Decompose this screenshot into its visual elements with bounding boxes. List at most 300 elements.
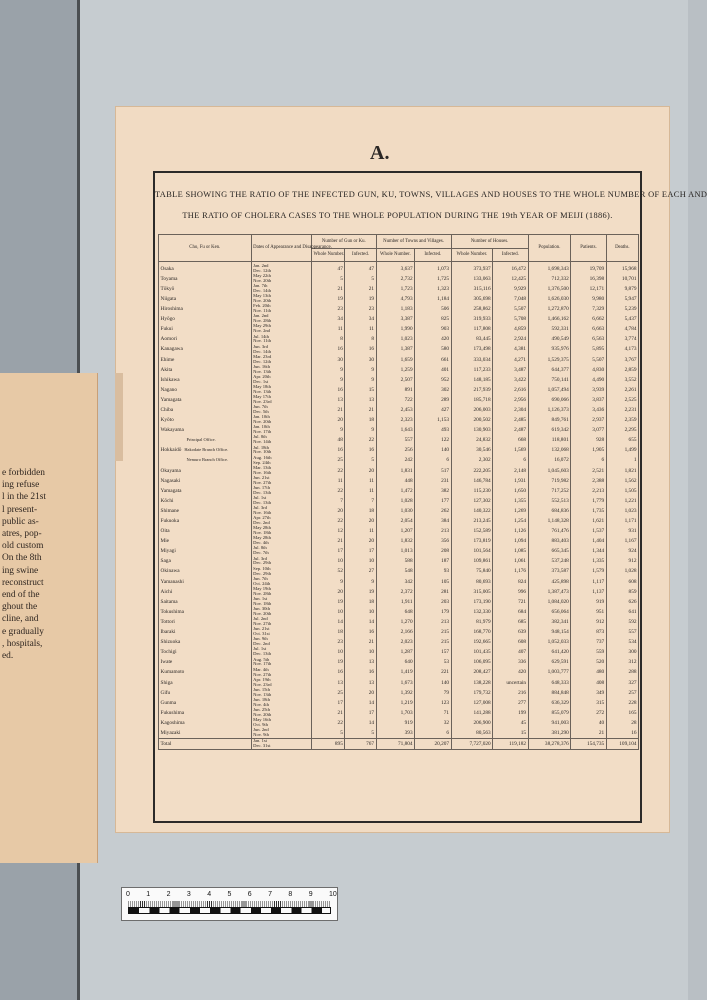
- appearance-date: Jan. 2nd: [253, 263, 269, 268]
- value-cell-pat: 4,490: [571, 375, 606, 385]
- table-row: [159, 476, 639, 486]
- table-row: [159, 355, 639, 365]
- value-cell-gi: 15: [345, 385, 376, 395]
- table-title-line-1: TABLE SHOWING THE RATIO OF THE INFECTED GUN, KU, TOWNS, VILLAGES AND HOUSES TO THE WHOLE NUMBER OF EACH AND: [155, 190, 707, 199]
- value-cell-pat: 873: [571, 627, 606, 637]
- underlying-page-text: [2, 467, 98, 662]
- disappearance-date: Dec. 5th: [253, 409, 269, 415]
- header-region: Cho, Fu or Ken.: [159, 235, 252, 262]
- table-row: [159, 688, 639, 698]
- ruler-number: 9: [308, 891, 313, 898]
- value-cell-tw: 3,387: [376, 314, 415, 324]
- value-cell-gi: 5: [345, 456, 376, 466]
- region-name-cell: Aomori: [159, 334, 252, 344]
- appearance-date: Jun. 7th: [253, 575, 268, 581]
- value-cell-dea: 165: [606, 708, 638, 718]
- value-cell-hi: 5,708: [493, 314, 528, 324]
- value-cell-gw: 19: [312, 597, 345, 607]
- disappearance-date: Oct. 24th: [253, 580, 271, 586]
- value-cell-hi: 12,425: [493, 274, 528, 284]
- value-cell-tw: 1,183: [376, 304, 415, 314]
- value-cell-hi: 2,148: [493, 466, 528, 476]
- value-cell-hi: 2,924: [493, 334, 528, 344]
- disappearance-date: Nov. 18th: [253, 600, 272, 606]
- value-cell-hi: 1,355: [493, 496, 528, 506]
- value-cell-dea: 5,239: [606, 304, 638, 314]
- appearance-date: May 29th: [253, 323, 271, 329]
- appearance-date: Jun. 18th: [253, 696, 271, 702]
- value-cell-dea: 912: [606, 556, 638, 566]
- value-cell-dea: 859: [606, 587, 638, 597]
- value-cell-hi: 45: [493, 718, 528, 728]
- value-cell-hw: 373,937: [451, 262, 493, 274]
- dates-cell: [251, 738, 311, 749]
- value-cell-gw: 20: [312, 506, 345, 516]
- appearance-date: Jun. 1st: [253, 595, 268, 601]
- value-cell-gw: 18: [312, 627, 345, 637]
- header-gun-whole: Whole Number.: [312, 249, 345, 262]
- appearance-date: May 18th: [253, 383, 271, 389]
- value-cell-tw: 1,013: [376, 546, 415, 556]
- appearance-date: Jul. 2nd: [253, 616, 268, 622]
- header-towns-whole: Whole Number.: [376, 249, 415, 262]
- appearance-date: Jul. 1st: [253, 646, 267, 652]
- region-name-cell: Yamanashi: [159, 577, 252, 587]
- value-cell-ti: 302: [415, 385, 451, 395]
- appearance-date: Jun. 17th: [253, 484, 271, 490]
- value-cell-gw: 16: [312, 344, 345, 354]
- value-cell-pop: 38,278,376: [528, 738, 571, 749]
- value-cell-gw: 20: [312, 415, 345, 425]
- value-cell-hi: 407: [493, 647, 528, 657]
- disappearance-date: Dec. 14th: [253, 348, 272, 354]
- value-cell-gw: 14: [312, 617, 345, 627]
- value-cell-ti: 20,207: [415, 738, 451, 749]
- value-cell-gi: 14: [345, 698, 376, 708]
- table-row: [159, 597, 639, 607]
- appearance-date: Mar. 4th: [253, 666, 269, 672]
- value-cell-hw: 200,502: [451, 415, 493, 425]
- appearance-date: Jun. 21st: [253, 474, 270, 480]
- value-cell-pop: 1,126,373: [528, 405, 571, 415]
- value-cell-pop: 373,587: [528, 567, 571, 577]
- value-cell-pat: 1,335: [571, 556, 606, 566]
- disappearance-date: Dec. 12th: [253, 358, 272, 364]
- table-row: [159, 516, 639, 526]
- value-cell-gi: 18: [345, 415, 376, 425]
- value-cell-ti: 6: [415, 728, 451, 738]
- hokkaido-row: [159, 445, 639, 455]
- value-cell-pop: 641,420: [528, 647, 571, 657]
- header-gun-infected: Infected.: [345, 249, 376, 262]
- value-cell-hw: 315,116: [451, 284, 493, 294]
- disappearance-date: Nov. 17th: [253, 429, 272, 435]
- table-row: [159, 728, 639, 738]
- value-cell-dea: 1,167: [606, 536, 638, 546]
- disappearance-date: Nov. 23rd: [253, 398, 272, 404]
- value-cell-pop: 1,272,870: [528, 304, 571, 314]
- value-cell-gi: 14: [345, 617, 376, 627]
- value-cell-ti: 157: [415, 647, 451, 657]
- value-cell-hi: 1,254: [493, 516, 528, 526]
- value-cell-gi: 16: [345, 344, 376, 354]
- value-cell-tw: 648: [376, 607, 415, 617]
- disappearance-date: Dec. 13th: [253, 651, 272, 657]
- value-cell-gw: 21: [312, 284, 345, 294]
- value-cell-pop: 537,248: [528, 556, 571, 566]
- value-cell-hw: 101,435: [451, 647, 493, 657]
- value-cell-hw: 179,732: [451, 688, 493, 698]
- value-cell-gw: 8: [312, 334, 345, 344]
- disappearance-date: Nov. 27th: [253, 671, 272, 677]
- value-cell-dea: 1,499: [606, 445, 638, 455]
- value-cell-hi: 2,487: [493, 425, 528, 435]
- value-cell-hi: 1,094: [493, 536, 528, 546]
- disappearance-date: Nov. 28th: [253, 590, 272, 596]
- value-cell-pop: 1,052,033: [528, 637, 571, 647]
- value-cell-hw: 217,939: [451, 385, 493, 395]
- value-cell-pat: 912: [571, 617, 606, 627]
- value-cell-hi: 16,472: [493, 262, 528, 274]
- appearance-date: May 28th: [253, 525, 271, 531]
- value-cell-dea: 257: [606, 688, 638, 698]
- region-name-cell: Tokushima: [159, 607, 252, 617]
- value-cell-dea: 557: [606, 627, 638, 637]
- hokkaido-office-cell: [159, 456, 252, 466]
- underlying-text-line: ed.: [2, 651, 14, 662]
- value-cell-gw: 25: [312, 456, 345, 466]
- hokkaido-name: Hokkaidō: [160, 447, 182, 454]
- total-row: [159, 738, 639, 749]
- region-name-cell: Saitama: [159, 597, 252, 607]
- value-cell-gw: 17: [312, 546, 345, 556]
- value-cell-gw: 895: [312, 738, 345, 749]
- table-row: [159, 344, 639, 354]
- value-cell-hw: 130,903: [451, 425, 493, 435]
- value-cell-hw: 127,302: [451, 496, 493, 506]
- value-cell-gw: 9: [312, 577, 345, 587]
- value-cell-tw: 1,990: [376, 324, 415, 334]
- value-cell-hi: 119,182: [493, 738, 528, 749]
- value-cell-pop: 1,084,020: [528, 597, 571, 607]
- value-cell-pat: 1,579: [571, 567, 606, 577]
- ruler-number: 7: [268, 891, 272, 898]
- region-name-cell: Hiroshima: [159, 304, 252, 314]
- value-cell-ti: 122: [415, 435, 451, 445]
- value-cell-ti: 384: [415, 516, 451, 526]
- value-cell-dea: 1,023: [606, 506, 638, 516]
- value-cell-gi: 19: [345, 294, 376, 304]
- value-cell-tw: 1,673: [376, 678, 415, 688]
- region-name-cell: Kōchi: [159, 496, 252, 506]
- value-cell-gi: 34: [345, 314, 376, 324]
- value-cell-gi: 17: [345, 708, 376, 718]
- value-cell-pat: 1,735: [571, 506, 606, 516]
- value-cell-gi: 11: [345, 486, 376, 496]
- value-cell-gi: 9: [345, 425, 376, 435]
- value-cell-hw: 173,819: [451, 536, 493, 546]
- appearance-date: Jul. 8th: [253, 434, 267, 440]
- value-cell-pat: 272: [571, 708, 606, 718]
- value-cell-hw: 117,233: [451, 365, 493, 375]
- disappearance-date: Nov. 20th: [253, 610, 272, 616]
- value-cell-hw: 117,808: [451, 324, 493, 334]
- value-cell-dea: 228: [606, 698, 638, 708]
- table-row: [159, 678, 639, 688]
- value-cell-hw: 133,063: [451, 274, 493, 284]
- value-cell-gi: 13: [345, 678, 376, 688]
- value-cell-hi: 721: [493, 597, 528, 607]
- value-cell-gi: 10: [345, 647, 376, 657]
- appearance-date: Jan. 2nd: [253, 313, 269, 319]
- table-row: [159, 395, 639, 405]
- value-cell-gi: 13: [345, 395, 376, 405]
- value-cell-pat: 2,521: [571, 466, 606, 476]
- region-name-cell: Miyagi: [159, 546, 252, 556]
- value-cell-gi: 5: [345, 728, 376, 738]
- value-cell-ti: 53: [415, 657, 451, 667]
- disappearance-date: Dec. 4th: [253, 540, 269, 546]
- value-cell-gi: 10: [345, 556, 376, 566]
- value-cell-pat: 4,830: [571, 365, 606, 375]
- underlying-text-line: end of the: [2, 590, 40, 601]
- scale-ruler: [121, 887, 338, 921]
- dates-cell: [251, 262, 311, 274]
- value-cell-tw: 1,387: [376, 344, 415, 354]
- value-cell-ti: 356: [415, 536, 451, 546]
- table-row: [159, 365, 639, 375]
- disappearance-date: Dec. 1st: [253, 378, 269, 384]
- value-cell-ti: 213: [415, 526, 451, 536]
- underlying-text-line: l present-: [2, 504, 38, 515]
- table-row: [159, 405, 639, 415]
- value-cell-pop: 1,045,603: [528, 466, 571, 476]
- value-cell-tw: 1,023: [376, 334, 415, 344]
- value-cell-hi: 7,048: [493, 294, 528, 304]
- value-cell-dea: 592: [606, 617, 638, 627]
- value-cell-pop: 884,848: [528, 688, 571, 698]
- value-cell-gi: 8: [345, 334, 376, 344]
- value-cell-tw: 1,259: [376, 365, 415, 375]
- table-title-line-2: THE RATIO OF CHOLERA CASES TO THE WHOLE POPULATION DURING THE 19th YEAR OF MEIJI (1886).: [182, 211, 613, 220]
- value-cell-ti: 289: [415, 395, 451, 405]
- table-row: [159, 375, 639, 385]
- value-cell-gi: 5: [345, 274, 376, 284]
- table-row: [159, 496, 639, 506]
- value-cell-hw: 168,770: [451, 627, 493, 637]
- disappearance-date: Dec. 29th: [253, 570, 272, 576]
- value-cell-hw: 138,228: [451, 678, 493, 688]
- value-cell-tw: 1,472: [376, 486, 415, 496]
- value-cell-pop: 644,377: [528, 365, 571, 375]
- table-row: [159, 385, 639, 395]
- value-cell-gi: 30: [345, 355, 376, 365]
- value-cell-hw: 7,727,020: [451, 738, 493, 749]
- value-cell-tw: 1,703: [376, 708, 415, 718]
- value-cell-tw: 1,832: [376, 536, 415, 546]
- underlying-text-line: public as-: [2, 516, 39, 527]
- table-row: [159, 415, 639, 425]
- value-cell-dea: 1,821: [606, 466, 638, 476]
- disappearance-date: Nov. 20th: [253, 298, 272, 304]
- region-name-cell: Ishikawa: [159, 375, 252, 385]
- value-cell-pop: 1,466,162: [528, 314, 571, 324]
- value-cell-hi: 6: [493, 456, 528, 466]
- region-name-cell: Fukui: [159, 324, 252, 334]
- ruler-number: 4: [207, 891, 212, 898]
- table-body: [159, 262, 639, 750]
- region-name-cell: Okinawa: [159, 567, 252, 577]
- region-name-cell: Toyama: [159, 274, 252, 284]
- appearance-date: Jun. 2nd: [253, 727, 269, 733]
- value-cell-hw: 141,288: [451, 708, 493, 718]
- value-cell-hi: 9,929: [493, 284, 528, 294]
- value-cell-ti: 231: [415, 476, 451, 486]
- value-cell-dea: 15,968: [606, 262, 638, 274]
- value-cell-dea: 1,221: [606, 496, 638, 506]
- value-cell-tw: 891: [376, 385, 415, 395]
- disappearance-date: Nov. 28th: [253, 318, 272, 324]
- value-cell-ti: 1,153: [415, 415, 451, 425]
- disappearance-date: Dec. 2nd: [253, 641, 270, 647]
- region-name-cell: Kyōto: [159, 415, 252, 425]
- appearance-date: May 19th: [253, 585, 271, 591]
- value-cell-hw: 208,427: [451, 667, 493, 677]
- table-row: [159, 567, 639, 577]
- value-cell-hi: 1,085: [493, 546, 528, 556]
- value-cell-gi: 10: [345, 607, 376, 617]
- disappearance-date: Nov. 23rd: [253, 681, 272, 687]
- region-name-cell: Okayama: [159, 466, 252, 476]
- value-cell-ti: 420: [415, 334, 451, 344]
- header-towns-infected: Infected.: [415, 249, 451, 262]
- ruler-number: 1: [146, 891, 151, 898]
- appearance-date: Aug. 16th: [253, 454, 272, 460]
- value-cell-ti: 215: [415, 637, 451, 647]
- table-row: [159, 294, 639, 304]
- disappearance-date: Nov. 18th: [253, 530, 272, 536]
- value-cell-ti: 281: [415, 587, 451, 597]
- region-name-cell: Kanagawa: [159, 344, 252, 354]
- appearance-date: Jul. 14th: [253, 333, 269, 339]
- value-cell-tw: 1,219: [376, 698, 415, 708]
- value-cell-pat: 919: [571, 597, 606, 607]
- appearance-date: Aug. 5th: [253, 656, 270, 662]
- disappearance-date: Nov. 4th: [253, 701, 269, 707]
- underlying-book-page: [0, 373, 98, 863]
- value-cell-pat: 9,980: [571, 294, 606, 304]
- value-cell-gi: 19: [345, 587, 376, 597]
- value-cell-ti: 105: [415, 577, 451, 587]
- value-cell-hi: 420: [493, 667, 528, 677]
- appearance-date: Jan. 7th: [253, 283, 268, 289]
- value-cell-hw: 80,563: [451, 728, 493, 738]
- table-row: [159, 647, 639, 657]
- value-cell-dea: 3,774: [606, 334, 638, 344]
- value-cell-ti: 215: [415, 627, 451, 637]
- value-cell-tw: 2,372: [376, 587, 415, 597]
- header-houses-group: Number of Houses.: [451, 235, 528, 249]
- value-cell-gw: 11: [312, 476, 345, 486]
- value-cell-dea: 5,947: [606, 294, 638, 304]
- value-cell-gi: 20: [345, 516, 376, 526]
- value-cell-dea: 4,173: [606, 344, 638, 354]
- table-row: [159, 506, 639, 516]
- value-cell-ti: 401: [415, 365, 451, 375]
- region-name-cell: Gifu: [159, 688, 252, 698]
- header-houses-infected: Infected.: [493, 249, 528, 262]
- value-cell-hi: 685: [493, 617, 528, 627]
- sheet-letter-mark: A.: [370, 142, 390, 164]
- region-name-cell: Oita: [159, 526, 252, 536]
- disappearance-date: Nov. 27th: [253, 479, 272, 485]
- value-cell-gw: 9: [312, 365, 345, 375]
- value-cell-ti: 1,323: [415, 284, 451, 294]
- value-cell-pop: 941,003: [528, 718, 571, 728]
- underlying-text-line: cline, and: [2, 614, 39, 625]
- value-cell-hi: 824: [493, 577, 528, 587]
- value-cell-hi: 1,269: [493, 506, 528, 516]
- value-cell-dea: 626: [606, 597, 638, 607]
- value-cell-gw: 19: [312, 294, 345, 304]
- value-cell-pop: 935,976: [528, 344, 571, 354]
- value-cell-gw: 9: [312, 425, 345, 435]
- value-cell-hi: 15: [493, 728, 528, 738]
- ruler-number: 5: [227, 891, 232, 898]
- hokkaido-office-cell: [159, 445, 252, 455]
- region-name-cell: Yamagata: [159, 486, 252, 496]
- region-name-cell: Iwate: [159, 657, 252, 667]
- value-cell-hw: 75,840: [451, 567, 493, 577]
- region-name-cell: Nagasaki: [159, 476, 252, 486]
- region-name-cell: Aichi: [159, 587, 252, 597]
- value-cell-dea: 1: [606, 456, 638, 466]
- value-cell-hi: 2,956: [493, 395, 528, 405]
- value-cell-gi: 21: [345, 405, 376, 415]
- ruler-scale-bar: [128, 907, 331, 914]
- value-cell-ti: 140: [415, 678, 451, 688]
- value-cell-hi: 4,381: [493, 344, 528, 354]
- value-cell-gw: 17: [312, 698, 345, 708]
- value-cell-hi: 4,271: [493, 355, 528, 365]
- appearance-date: Jun. 9th: [253, 636, 268, 642]
- value-cell-hi: 1,126: [493, 526, 528, 536]
- value-cell-tw: 3,637: [376, 262, 415, 274]
- value-cell-pat: 1,137: [571, 587, 606, 597]
- appearance-date: Jun. 3rd: [253, 343, 268, 349]
- value-cell-pop: 1,387,473: [528, 587, 571, 597]
- appearance-date: Jul. 3rd: [253, 555, 267, 561]
- table-row: [159, 617, 639, 627]
- region-name-cell: Chiba: [159, 405, 252, 415]
- value-cell-hi: 1,650: [493, 486, 528, 496]
- appearance-date: Jul. 8th: [253, 545, 267, 551]
- disappearance-date: Dec. 13th: [253, 489, 272, 495]
- hokkaido-row: [159, 435, 639, 445]
- underlying-text-line: e gradually: [2, 626, 44, 637]
- ruler-number: 8: [288, 891, 293, 898]
- value-cell-hw: 206,003: [451, 405, 493, 415]
- disappearance-date: Dec. 31st: [253, 742, 271, 748]
- region-name-cell: Tottori: [159, 617, 252, 627]
- underlying-text-line: e forbidden: [2, 468, 45, 478]
- value-cell-gi: 47: [345, 262, 376, 274]
- appearance-date: May 16th: [253, 717, 271, 723]
- region-name-cell: Saga: [159, 556, 252, 566]
- value-cell-gi: 20: [345, 536, 376, 546]
- ruler-number: 3: [186, 891, 191, 898]
- value-cell-tw: 2,323: [376, 415, 415, 425]
